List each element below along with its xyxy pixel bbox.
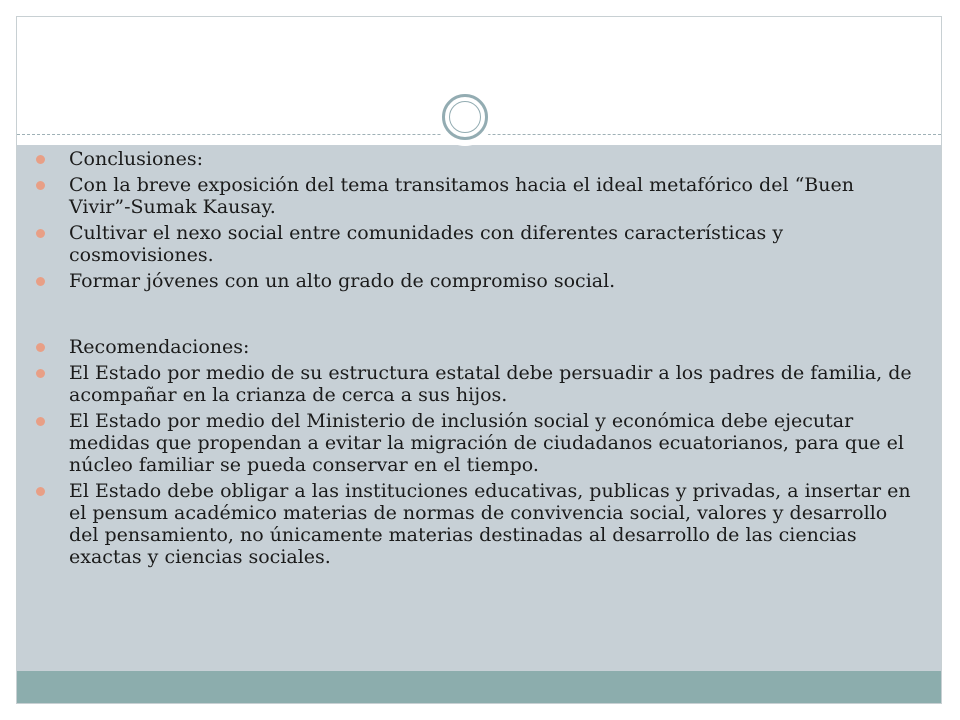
list-item [34, 362, 914, 406]
list-item [34, 336, 914, 358]
bullet-dot-icon [36, 229, 45, 238]
list-item [34, 480, 914, 568]
bullet-text: El Estado por medio de su estructura estatal debe persuadir a los padres de familia, de acompañar en la crianza de cerca a sus hijos. [69, 362, 912, 406]
list-item [34, 270, 914, 292]
bullet-text: El Estado debe obligar a las instituciones educativas, publicas y privadas, a insertar en el pensum académico materias de normas de convivencia social, valores y desarrollo del pensamiento, no únicamente materias destinadas al desarrollo de las ciencias exactas y ciencias sociales. [69, 480, 911, 568]
bullet-text: Cultivar el nexo social entre comunidades con diferentes características y cosmovisiones. [69, 222, 784, 266]
list-item [34, 174, 914, 218]
bullet-dot-icon [36, 181, 45, 190]
list-item [34, 410, 914, 476]
list-item [34, 222, 914, 266]
bullet-dot-icon [36, 369, 45, 378]
bullet-list [34, 148, 914, 572]
list-item [34, 148, 914, 170]
footer-bar [17, 671, 941, 704]
bullet-dot-icon [36, 487, 45, 496]
ring-ornament-icon [442, 94, 488, 140]
bullet-dot-icon [36, 155, 45, 164]
bullet-text: El Estado por medio del Ministerio de inclusión social y económica debe ejecutar medidas que propendan a evitar la migración de ciudadanos ecuatorianos, para que el núcleo familiar se pueda conservar en el tiempo. [69, 410, 904, 476]
bullet-dot-icon [36, 417, 45, 426]
bullet-dot-icon [36, 277, 45, 286]
bullet-text: Formar jóvenes con un alto grado de compromiso social. [69, 270, 616, 292]
bullet-dot-icon [36, 343, 45, 352]
bullet-text: Conclusiones: [69, 148, 204, 170]
bullet-text: Con la breve exposición del tema transitamos hacia el ideal metafórico del “Buen Vivir”-Sumak Kausay. [69, 174, 854, 218]
bullet-text: Recomendaciones: [69, 336, 250, 358]
